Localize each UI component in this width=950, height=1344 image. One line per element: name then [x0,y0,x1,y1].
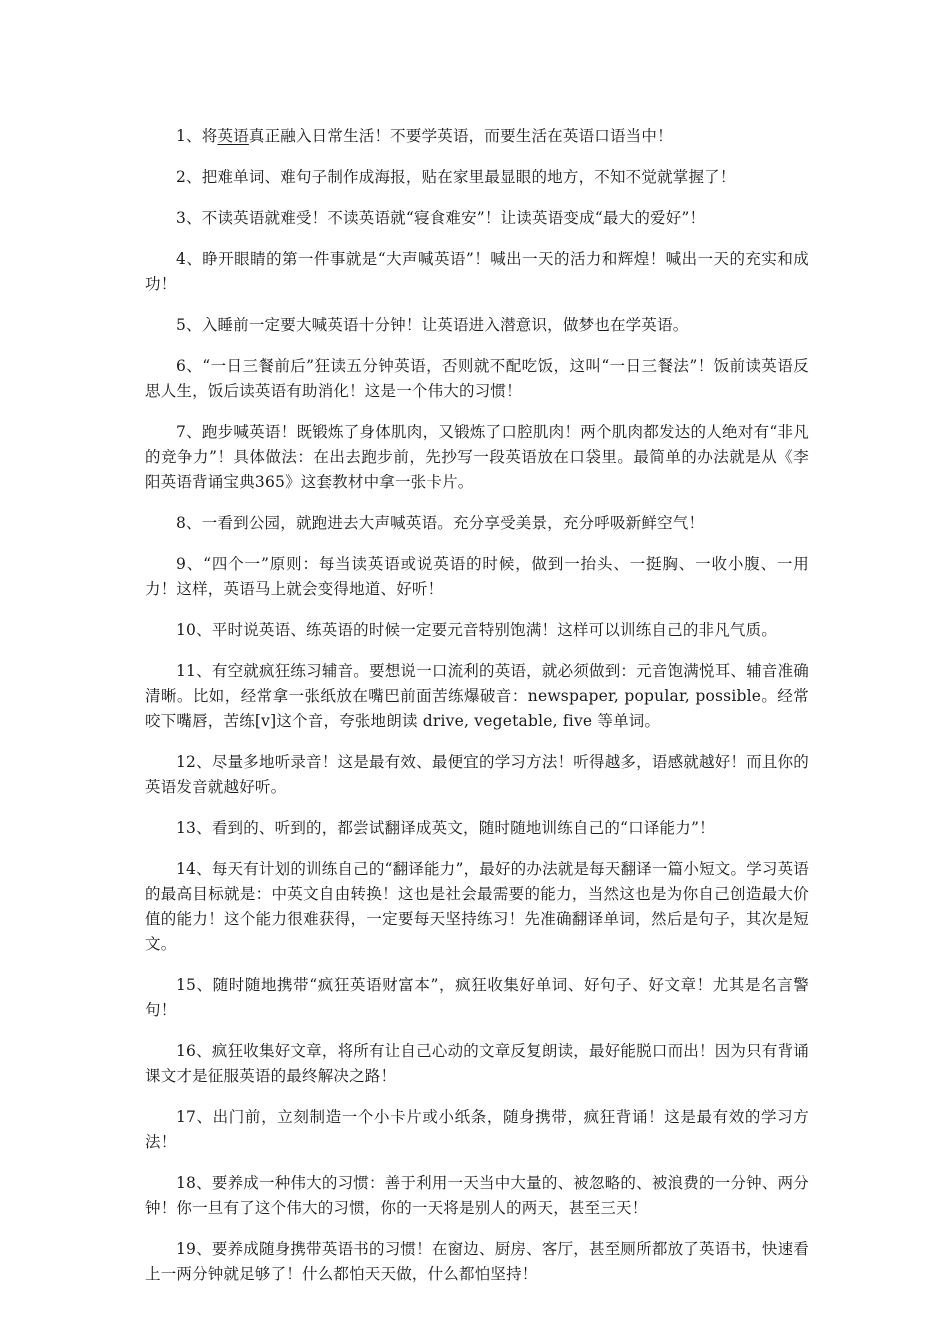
paragraph-1-text: 真正融入日常生活！不要学英语，而要生活在英语口语当中！ [248,127,673,145]
paragraph-13: 13、看到的、听到的，都尝试翻译成英文，随时随地训练自己的“口译能力”！ [176,819,715,837]
paragraph-19: 19、要养成随身携带英语书的习惯！在窗边、厨房、客厅，甚至厕所都放了英语书，快速看上一两分钟就足够了！什么都怕天天做，什么都怕坚持！ [145,1240,809,1283]
paragraph-12: 12、尽量多地听录音！这是最有效、最便宜的学习方法！听得越多，语感就越好！而且你的英语发音就越好听。 [145,753,809,796]
paragraph-3: 3、不读英语就难受！不读英语就“寝食难安”！让读英语变成“最大的爱好”！ [176,209,706,227]
paragraph-14: 14、每天有计划的训练自己的“翻译能力”，最好的办法就是每天翻译一篇小短文。学习英语的最高目标就是：中英文自由转换！这也是社会最需要的能力，当然这也是为你自己创造最大价值的能力！这个能力很难获得，一定要每天坚持练习！先准确翻译单词，然后是句子，其次是短文。 [145,860,809,953]
paragraph-18: 18、要养成一种伟大的习惯：善于利用一天当中大量的、被忽略的、被浪费的一分钟、两分钟！你一旦有了这个伟大的习惯，你的一天将是别人的两天，甚至三天！ [145,1174,809,1217]
paragraph-1 [145,124,809,149]
paragraph-8: 8、一看到公园，就跑进去大声喊英语。充分享受美景，充分呼吸新鲜空气！ [176,514,705,532]
paragraph-7: 7、跑步喊英语！既锻炼了身体肌肉，又锻炼了口腔肌肉！两个肌肉都发达的人绝对有“非凡的竞争力”！具体做法：在出去跑步前，先抄写一段英语放在口袋里。最简单的办法就是从《李阳英语背诵宝典365》这套教材中拿一张卡片。 [145,423,809,491]
paragraph-5: 5、入睡前一定要大喊英语十分钟！让英语进入潜意识，做梦也在学英语。 [176,316,689,334]
paragraph-6: 6、“一日三餐前后”狂读五分钟英语，否则就不配吃饭，这叫“一日三餐法”！饭前读英语反思人生，饭后读英语有助消化！这是一个伟大的习惯！ [145,357,809,400]
paragraph-11: 11、有空就疯狂练习辅音。要想说一口流利的英语，就必须做到：元音饱满悦耳、辅音准确清晰。比如，经常拿一张纸放在嘴巴前面苦练爆破音：newspaper, popular, possible。经常咬下嘴唇，苦练[v]这个音，夸张地朗读 drive, vegetable, five 等单词。 [145,662,809,730]
paragraph-1-prefix: 1、将 [176,127,218,145]
document-body [145,124,809,1303]
paragraph-9: 9、“四个一”原则：每当读英语或说英语的时候，做到一抬头、一挺胸、一收小腹、一用力！这样，英语马上就会变得地道、好听！ [145,555,809,598]
english-link[interactable]: 英语 [217,127,249,145]
paragraph-16: 16、疯狂收集好文章，将所有让自己心动的文章反复朗读，最好能脱口而出！因为只有背诵课文才是征服英语的最终解决之路！ [145,1042,809,1085]
paragraph-15: 15、随时随地携带“疯狂英语财富本”，疯狂收集好单词、好句子、好文章！尤其是名言警句！ [145,976,809,1019]
paragraph-10: 10、平时说英语、练英语的时候一定要元音特别饱满！这样可以训练自己的非凡气质。 [176,621,778,639]
paragraph-4: 4、睁开眼睛的第一件事就是“大声喊英语”！喊出一天的活力和辉煌！喊出一天的充实和成功！ [145,250,809,293]
paragraph-2: 2、把难单词、难句子制作成海报，贴在家里最显眼的地方，不知不觉就掌握了！ [176,168,736,186]
paragraph-17: 17、出门前，立刻制造一个小卡片或小纸条，随身携带，疯狂背诵！这是最有效的学习方法！ [145,1108,809,1151]
